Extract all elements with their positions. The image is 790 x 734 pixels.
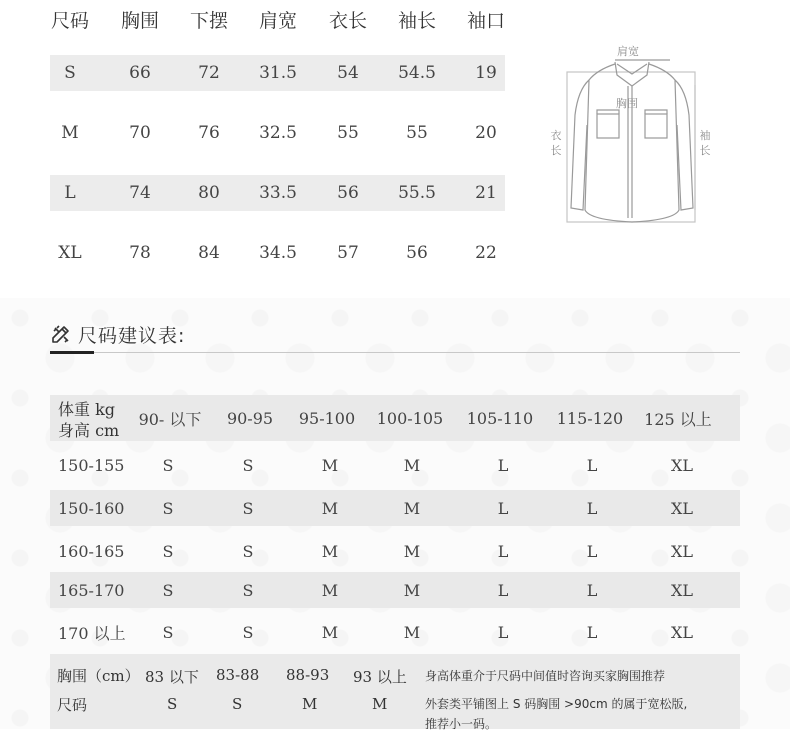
section-heading <box>50 318 185 350</box>
size-cell: S <box>242 622 254 642</box>
size-cell: S <box>242 455 254 475</box>
table-cell: 56 <box>406 243 428 263</box>
table-cell: 31.5 <box>259 63 297 83</box>
height-cell: 150-160 <box>58 498 125 518</box>
size-cell: XL <box>670 498 693 518</box>
size-cell: L <box>586 498 598 518</box>
size-cell: M <box>403 541 421 561</box>
table-cell: S <box>64 63 76 83</box>
size-cell: M <box>321 541 339 561</box>
size-cell: L <box>497 622 509 642</box>
table-cell: 21 <box>475 183 497 203</box>
size-cell: XL <box>670 580 693 600</box>
chest-value-cell: 93 以上 <box>353 668 407 686</box>
table-cell: 57 <box>337 243 359 263</box>
table-cell: 34.5 <box>259 243 297 263</box>
size-cell: S <box>162 455 174 475</box>
height-cell: 170 以上 <box>58 623 126 643</box>
size-cell: L <box>586 580 598 600</box>
table-row <box>50 175 505 211</box>
table-row <box>50 235 505 271</box>
shoulder-width-label: 肩宽 <box>617 45 639 58</box>
chest-value-cell: 83 以下 <box>145 668 199 686</box>
height-cell: 165-170 <box>58 580 125 600</box>
header-cell: 袖长 <box>397 9 436 32</box>
weight-column-header: 100-105 <box>376 408 444 428</box>
header-cell: 衣长 <box>328 9 367 32</box>
weight-column-header: 105-110 <box>466 408 534 428</box>
header-label <box>58 399 119 441</box>
table-cell: 22 <box>475 243 497 263</box>
weight-column-header: 90- 以下 <box>138 409 202 429</box>
chest-size-table <box>50 654 740 729</box>
header-cell: 尺码 <box>50 9 89 32</box>
size-cell: M <box>403 622 421 642</box>
recommendation-note: 身高体重介于尺码中间值时咨询买家胸围推荐 <box>425 669 666 683</box>
table-cell: 56 <box>337 183 359 203</box>
table-cell: 70 <box>129 123 151 143</box>
table-row <box>50 534 740 568</box>
shirt-outline-icon <box>545 40 720 235</box>
pencil-ruler-icon <box>50 323 72 345</box>
size-cell: L <box>497 455 509 475</box>
header-cell: 下摆 <box>189 9 228 32</box>
weight-header: 体重 kg <box>58 400 116 419</box>
table-cell: 55 <box>406 123 428 143</box>
length-label: 衣长 <box>550 129 562 157</box>
header-cell: 肩宽 <box>258 9 297 32</box>
size-cell: XL <box>670 541 693 561</box>
size-cell: XL <box>670 622 693 642</box>
table-row <box>50 448 740 482</box>
table-row <box>50 572 740 608</box>
size-cell: S <box>242 580 254 600</box>
table-row <box>50 115 505 151</box>
table-cell: 33.5 <box>259 183 297 203</box>
weight-column-header: 95-100 <box>298 408 356 428</box>
size-cell: M <box>403 498 421 518</box>
weight-column-header: 115-120 <box>556 408 624 428</box>
size-cell: S <box>167 695 178 713</box>
size-cell: S <box>232 695 243 713</box>
size-cell: L <box>497 580 509 600</box>
size-cell: M <box>372 695 388 713</box>
table-cell: XL <box>58 243 82 263</box>
height-cell: 160-165 <box>58 541 125 561</box>
table-cell: 76 <box>198 123 220 143</box>
size-cell: M <box>403 580 421 600</box>
table-cell: 20 <box>475 123 497 143</box>
header-cell: 胸围 <box>120 9 159 32</box>
chest-value-cell: 83-88 <box>216 666 260 684</box>
size-cell: L <box>586 622 598 642</box>
table-cell: 74 <box>129 183 151 203</box>
size-cell: M <box>302 695 318 713</box>
table-row <box>50 490 740 526</box>
rec-table-header <box>50 395 740 441</box>
size-cell: L <box>586 455 598 475</box>
height-header: 身高 cm <box>58 421 120 440</box>
size-cell: XL <box>670 455 693 475</box>
sleeve-length-label: 袖长 <box>699 129 711 157</box>
height-cell: 150-155 <box>58 455 125 475</box>
loose-fit-note-line: 外套类平铺图上 S 码胸围 >90cm 的属于宽松版, <box>425 697 688 711</box>
divider-accent <box>50 351 94 354</box>
size-label: 尺码 <box>57 696 88 714</box>
size-cell: S <box>162 498 174 518</box>
size-cell: L <box>497 498 509 518</box>
table-cell: L <box>64 183 76 203</box>
table-cell: 54 <box>337 63 359 83</box>
table-row <box>50 55 505 91</box>
table-cell: M <box>61 123 79 143</box>
size-cell: L <box>586 541 598 561</box>
table-cell: 84 <box>198 243 220 263</box>
size-cell: S <box>162 622 174 642</box>
size-cell: L <box>497 541 509 561</box>
size-cell: M <box>321 622 339 642</box>
size-cell: M <box>321 455 339 475</box>
size-cell: S <box>162 541 174 561</box>
size-cell: S <box>162 580 174 600</box>
table-cell: 66 <box>129 63 151 83</box>
table-cell: 19 <box>475 63 497 83</box>
size-cell: S <box>242 498 254 518</box>
chest-value-cell: 88-93 <box>286 666 330 684</box>
weight-column-header: 125 以上 <box>644 409 712 429</box>
loose-fit-note <box>425 694 687 734</box>
size-table-header <box>50 0 505 38</box>
section-title: 尺码建议表: <box>78 324 186 347</box>
divider <box>50 352 740 353</box>
table-cell: 72 <box>198 63 220 83</box>
size-cell: M <box>403 455 421 475</box>
weight-column-header: 90-95 <box>226 408 274 428</box>
chest-label: 胸围（cm） <box>57 667 140 685</box>
table-cell: 78 <box>129 243 151 263</box>
loose-fit-note-line: 推荐小一码。 <box>425 717 498 731</box>
chest-width-label: 胸围 <box>616 97 638 110</box>
table-cell: 54.5 <box>398 63 436 83</box>
size-cell: S <box>242 541 254 561</box>
size-cell: M <box>321 498 339 518</box>
header-cell: 袖口 <box>466 9 505 32</box>
table-cell: 80 <box>198 183 220 203</box>
size-cell: M <box>321 580 339 600</box>
shirt-diagram <box>545 40 720 235</box>
table-cell: 32.5 <box>259 123 297 143</box>
table-row <box>50 615 740 649</box>
table-cell: 55.5 <box>398 183 436 203</box>
table-cell: 55 <box>337 123 359 143</box>
